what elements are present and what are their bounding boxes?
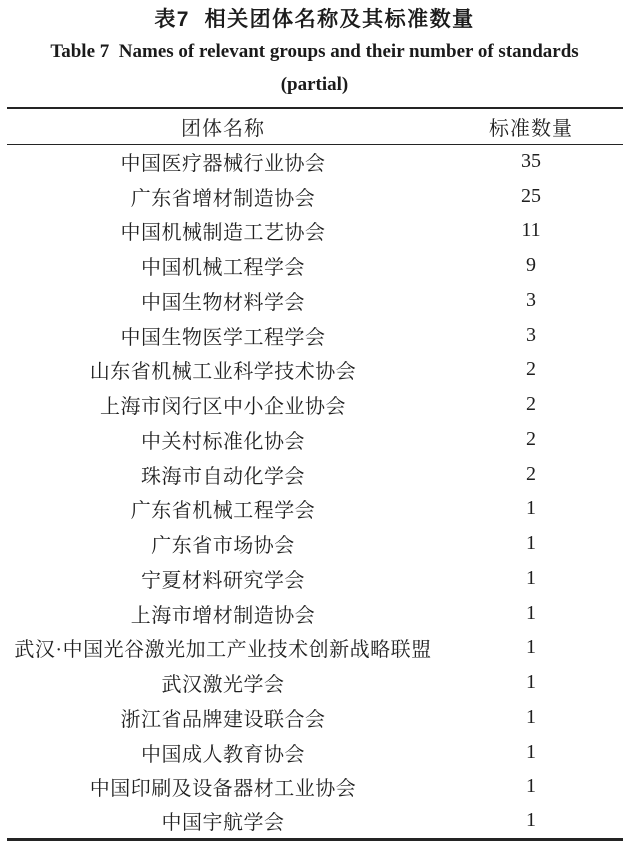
- table-row: [7, 387, 623, 422]
- group-name-cell: 中国生物材料学会: [141, 291, 305, 314]
- group-name-cell: 宁夏材料研究学会: [141, 569, 305, 592]
- table-row: [7, 457, 623, 492]
- table-row: [7, 700, 623, 735]
- standards-count-cell: 3: [526, 323, 536, 346]
- standards-count-cell: 11: [521, 219, 541, 242]
- table-title-partial: (partial): [280, 74, 349, 95]
- group-name-cell: 武汉激光学会: [161, 674, 285, 697]
- column-header-group-name: 团体名称: [181, 117, 265, 140]
- standards-table: [7, 107, 623, 841]
- table-row: [7, 144, 623, 179]
- table-row: [7, 179, 623, 214]
- table-header-row: [7, 108, 623, 144]
- column-header-standards-count: 标准数量: [489, 117, 573, 140]
- group-name-cell: 武汉·中国光谷激光加工产业技术创新战略联盟: [14, 639, 432, 662]
- table-body: [7, 144, 623, 839]
- table-row: [7, 526, 623, 561]
- group-name-cell: 珠海市自动化学会: [141, 465, 305, 488]
- group-name-cell: 中国成人教育协会: [141, 743, 305, 766]
- group-name-cell: 广东省增材制造协会: [130, 187, 316, 210]
- standards-count-cell: 1: [526, 740, 536, 763]
- group-name-cell: 中国生物医学工程学会: [120, 326, 326, 349]
- standards-count-cell: 2: [526, 358, 536, 381]
- table-row: [7, 422, 623, 457]
- table-row: [7, 353, 623, 388]
- standards-count-cell: 1: [526, 601, 536, 624]
- table-row: [7, 770, 623, 805]
- standards-count-cell: 2: [526, 462, 536, 485]
- table-row: [7, 248, 623, 283]
- standards-count-cell: 2: [526, 427, 536, 450]
- group-name-cell: 山东省机械工业科学技术协会: [89, 361, 357, 384]
- group-name-cell: 上海市增材制造协会: [130, 604, 316, 627]
- standards-count-cell: 3: [526, 288, 536, 311]
- table-row: [7, 492, 623, 527]
- standards-count-cell: 35: [521, 150, 541, 173]
- table-row: [7, 735, 623, 770]
- group-name-cell: 中国机械工程学会: [141, 257, 305, 280]
- table-row: [7, 665, 623, 700]
- group-name-cell: 中关村标准化协会: [141, 430, 305, 453]
- standards-count-cell: 2: [526, 393, 536, 416]
- table-row: [7, 561, 623, 596]
- standards-count-cell: 1: [526, 809, 536, 832]
- standards-count-cell: 1: [526, 671, 536, 694]
- group-name-cell: 中国机械制造工艺协会: [120, 222, 326, 245]
- group-name-cell: 广东省市场协会: [151, 535, 295, 558]
- group-name-cell: 中国医疗器械行业协会: [120, 153, 326, 176]
- group-name-cell: 浙江省品牌建设联合会: [120, 708, 326, 731]
- table-row: [7, 283, 623, 318]
- group-name-cell: 上海市闵行区中小企业协会: [100, 396, 346, 419]
- table-row: [7, 596, 623, 631]
- table-row: [7, 804, 623, 839]
- standards-count-cell: 25: [521, 184, 541, 207]
- standards-count-cell: 9: [526, 254, 536, 277]
- group-name-cell: 中国宇航学会: [161, 812, 285, 835]
- standards-count-cell: 1: [526, 497, 536, 520]
- table-row: [7, 631, 623, 666]
- table-caption: [0, 0, 629, 97]
- table-title-en: Table 7 Names of relevant groups and their number of standards: [50, 41, 579, 62]
- standards-count-cell: 1: [526, 775, 536, 798]
- table-row: [7, 318, 623, 353]
- group-name-cell: 中国印刷及设备器材工业协会: [89, 778, 357, 801]
- group-name-cell: 广东省机械工程学会: [130, 500, 316, 523]
- table-title-zh: 表7 相关团体名称及其标准数量: [154, 8, 475, 31]
- table-row: [7, 214, 623, 249]
- standards-count-cell: 1: [526, 566, 536, 589]
- standards-count-cell: 1: [526, 532, 536, 555]
- standards-count-cell: 1: [526, 705, 536, 728]
- standards-count-cell: 1: [526, 636, 536, 659]
